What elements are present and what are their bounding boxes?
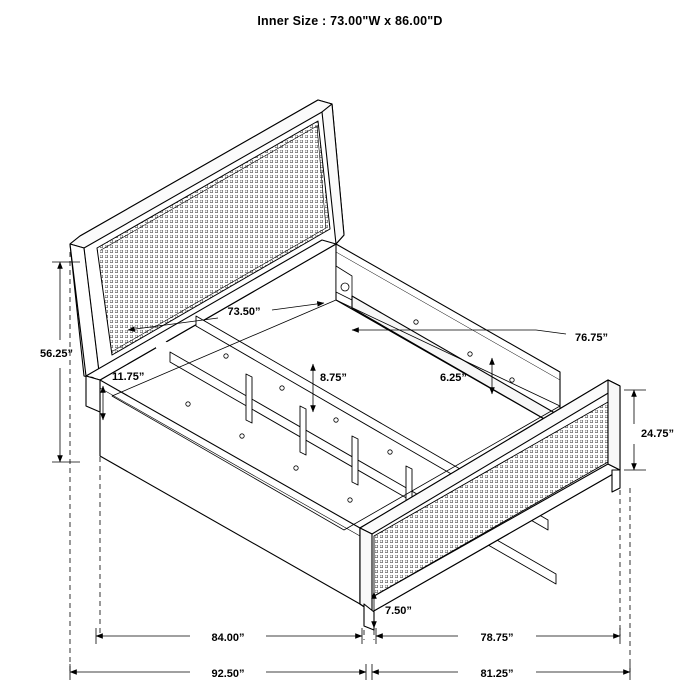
dim-side-rail-inner-length: 76.75”	[575, 332, 609, 344]
dim-overall-length-left: 92.50”	[211, 668, 245, 680]
bed-legs	[86, 376, 100, 412]
dim-rail-clearance-height: 11.75”	[112, 371, 145, 383]
dim-inner-length-right: 78.75”	[480, 632, 514, 644]
dim-center-support-height: 6.25”	[440, 372, 467, 384]
dim-footboard-height: 24.75”	[641, 428, 675, 440]
dim-slat-height: 8.75”	[320, 372, 347, 384]
footboard	[360, 380, 620, 630]
dim-leg-height: 7.50”	[385, 605, 412, 617]
dim-overall-length-right: 81.25”	[480, 668, 514, 680]
dim-inner-length-left: 84.00”	[211, 632, 245, 644]
page-title: Inner Size : 73.00"W x 86.00"D	[257, 14, 443, 28]
dim-headboard-panel-width: 73.50”	[227, 306, 261, 318]
dim-headboard-height: 56.25”	[40, 348, 74, 360]
headboard	[70, 100, 344, 383]
